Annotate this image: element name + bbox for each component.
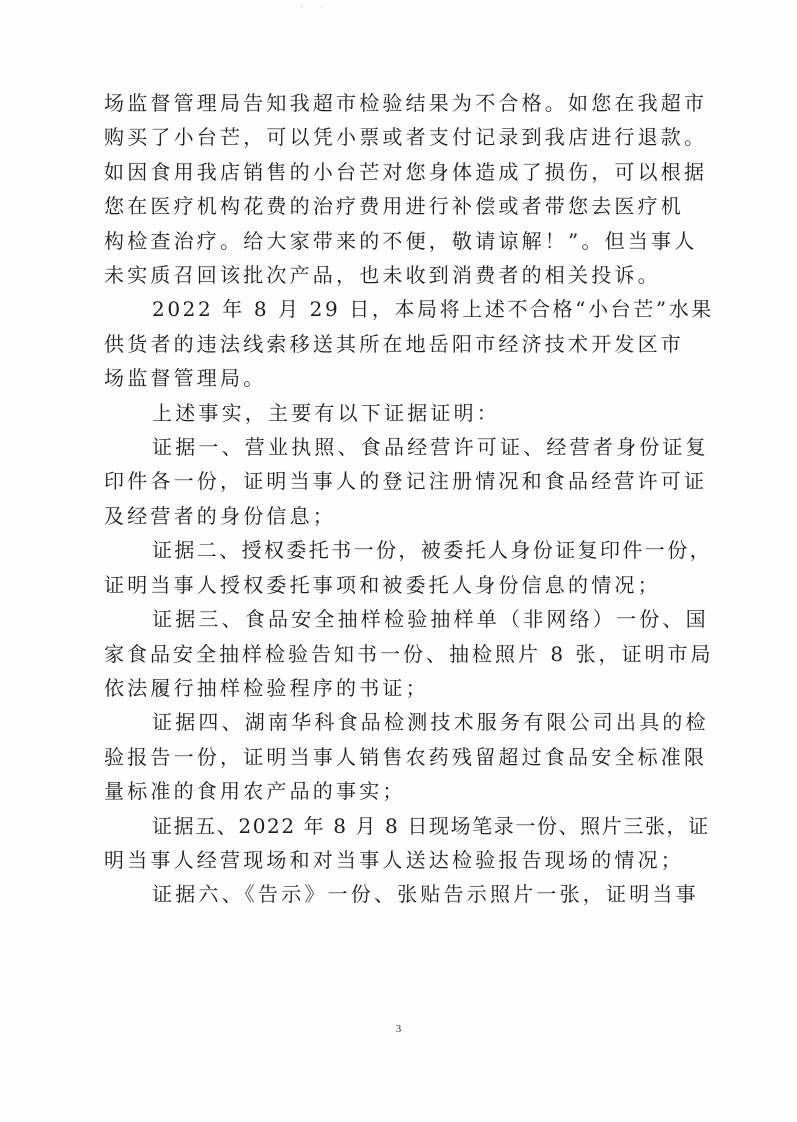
text-line: 家食品安全抽样检验告知书一份、抽检照片 8 张，证明市局 (104, 641, 714, 666)
text-line: 证据三、食品安全抽样检验抽样单（非网络）一份、国 (152, 607, 709, 632)
text-line: 您在医疗机构花费的治疗费用进行补偿或者带您去医疗机 (104, 194, 684, 219)
text-line: 2022 年 8 月 29 日，本局将上述不合格“小台芒”水果 (152, 297, 714, 322)
text-line: 证据四、湖南华科食品检测技术服务有限公司出具的检 (152, 710, 709, 735)
text-line: 供货者的违法线索移送其所在地岳阳市经济技术开发区市 (104, 331, 684, 356)
text-line: 如因食用我店销售的小台芒对您身体造成了损伤，可以根据 (104, 159, 708, 184)
text-line: 印件各一份，证明当事人的登记注册情况和食品经营许可证 (104, 469, 708, 494)
text-line: 证据一、营业执照、食品经营许可证、经营者身份证复 (152, 435, 709, 460)
text-line: 及经营者的身份信息； (104, 503, 336, 528)
text-line: 证明当事人授权委托事项和被委托人身份信息的情况； (104, 572, 661, 597)
body-text (104, 86, 714, 912)
text-line: 量标准的食用农产品的事实； (104, 779, 406, 804)
text-line: 未实质召回该批次产品，也未收到消费者的相关投诉。 (104, 263, 661, 288)
text-line: 证据五、2022 年 8 月 8 日现场笔录一份、照片三张，证 (152, 813, 710, 838)
header-smudge: · · (300, 0, 331, 15)
text-line: 场监督管理局。 (104, 366, 267, 391)
text-line: 场监督管理局告知我超市检验结果为不合格。如您在我超市 (104, 91, 708, 115)
text-line: 验报告一份，证明当事人销售农药残留超过食品安全标准限 (104, 744, 708, 769)
text-line: 购买了小台芒，可以凭小票或者支付记录到我店进行退款。 (104, 125, 708, 150)
text-line: 依法履行抽样检验程序的书证； (104, 675, 429, 700)
text-line: 证据二、授权委托书一份，被委托人身份证复印件一份， (152, 538, 712, 563)
text-line: 上述事实，主要有以下证据证明： (152, 400, 500, 425)
text-line: 证据六、《告示》一份、张贴告示照片一张，证明当事 (152, 882, 699, 907)
page-number: 3 (395, 1023, 402, 1035)
text-line: 明当事人经营现场和对当事人送达检验报告现场的情况； (104, 847, 684, 872)
text-line: 构检查治疗。给大家带来的不便，敬请谅解！”。但当事人 (104, 228, 698, 253)
